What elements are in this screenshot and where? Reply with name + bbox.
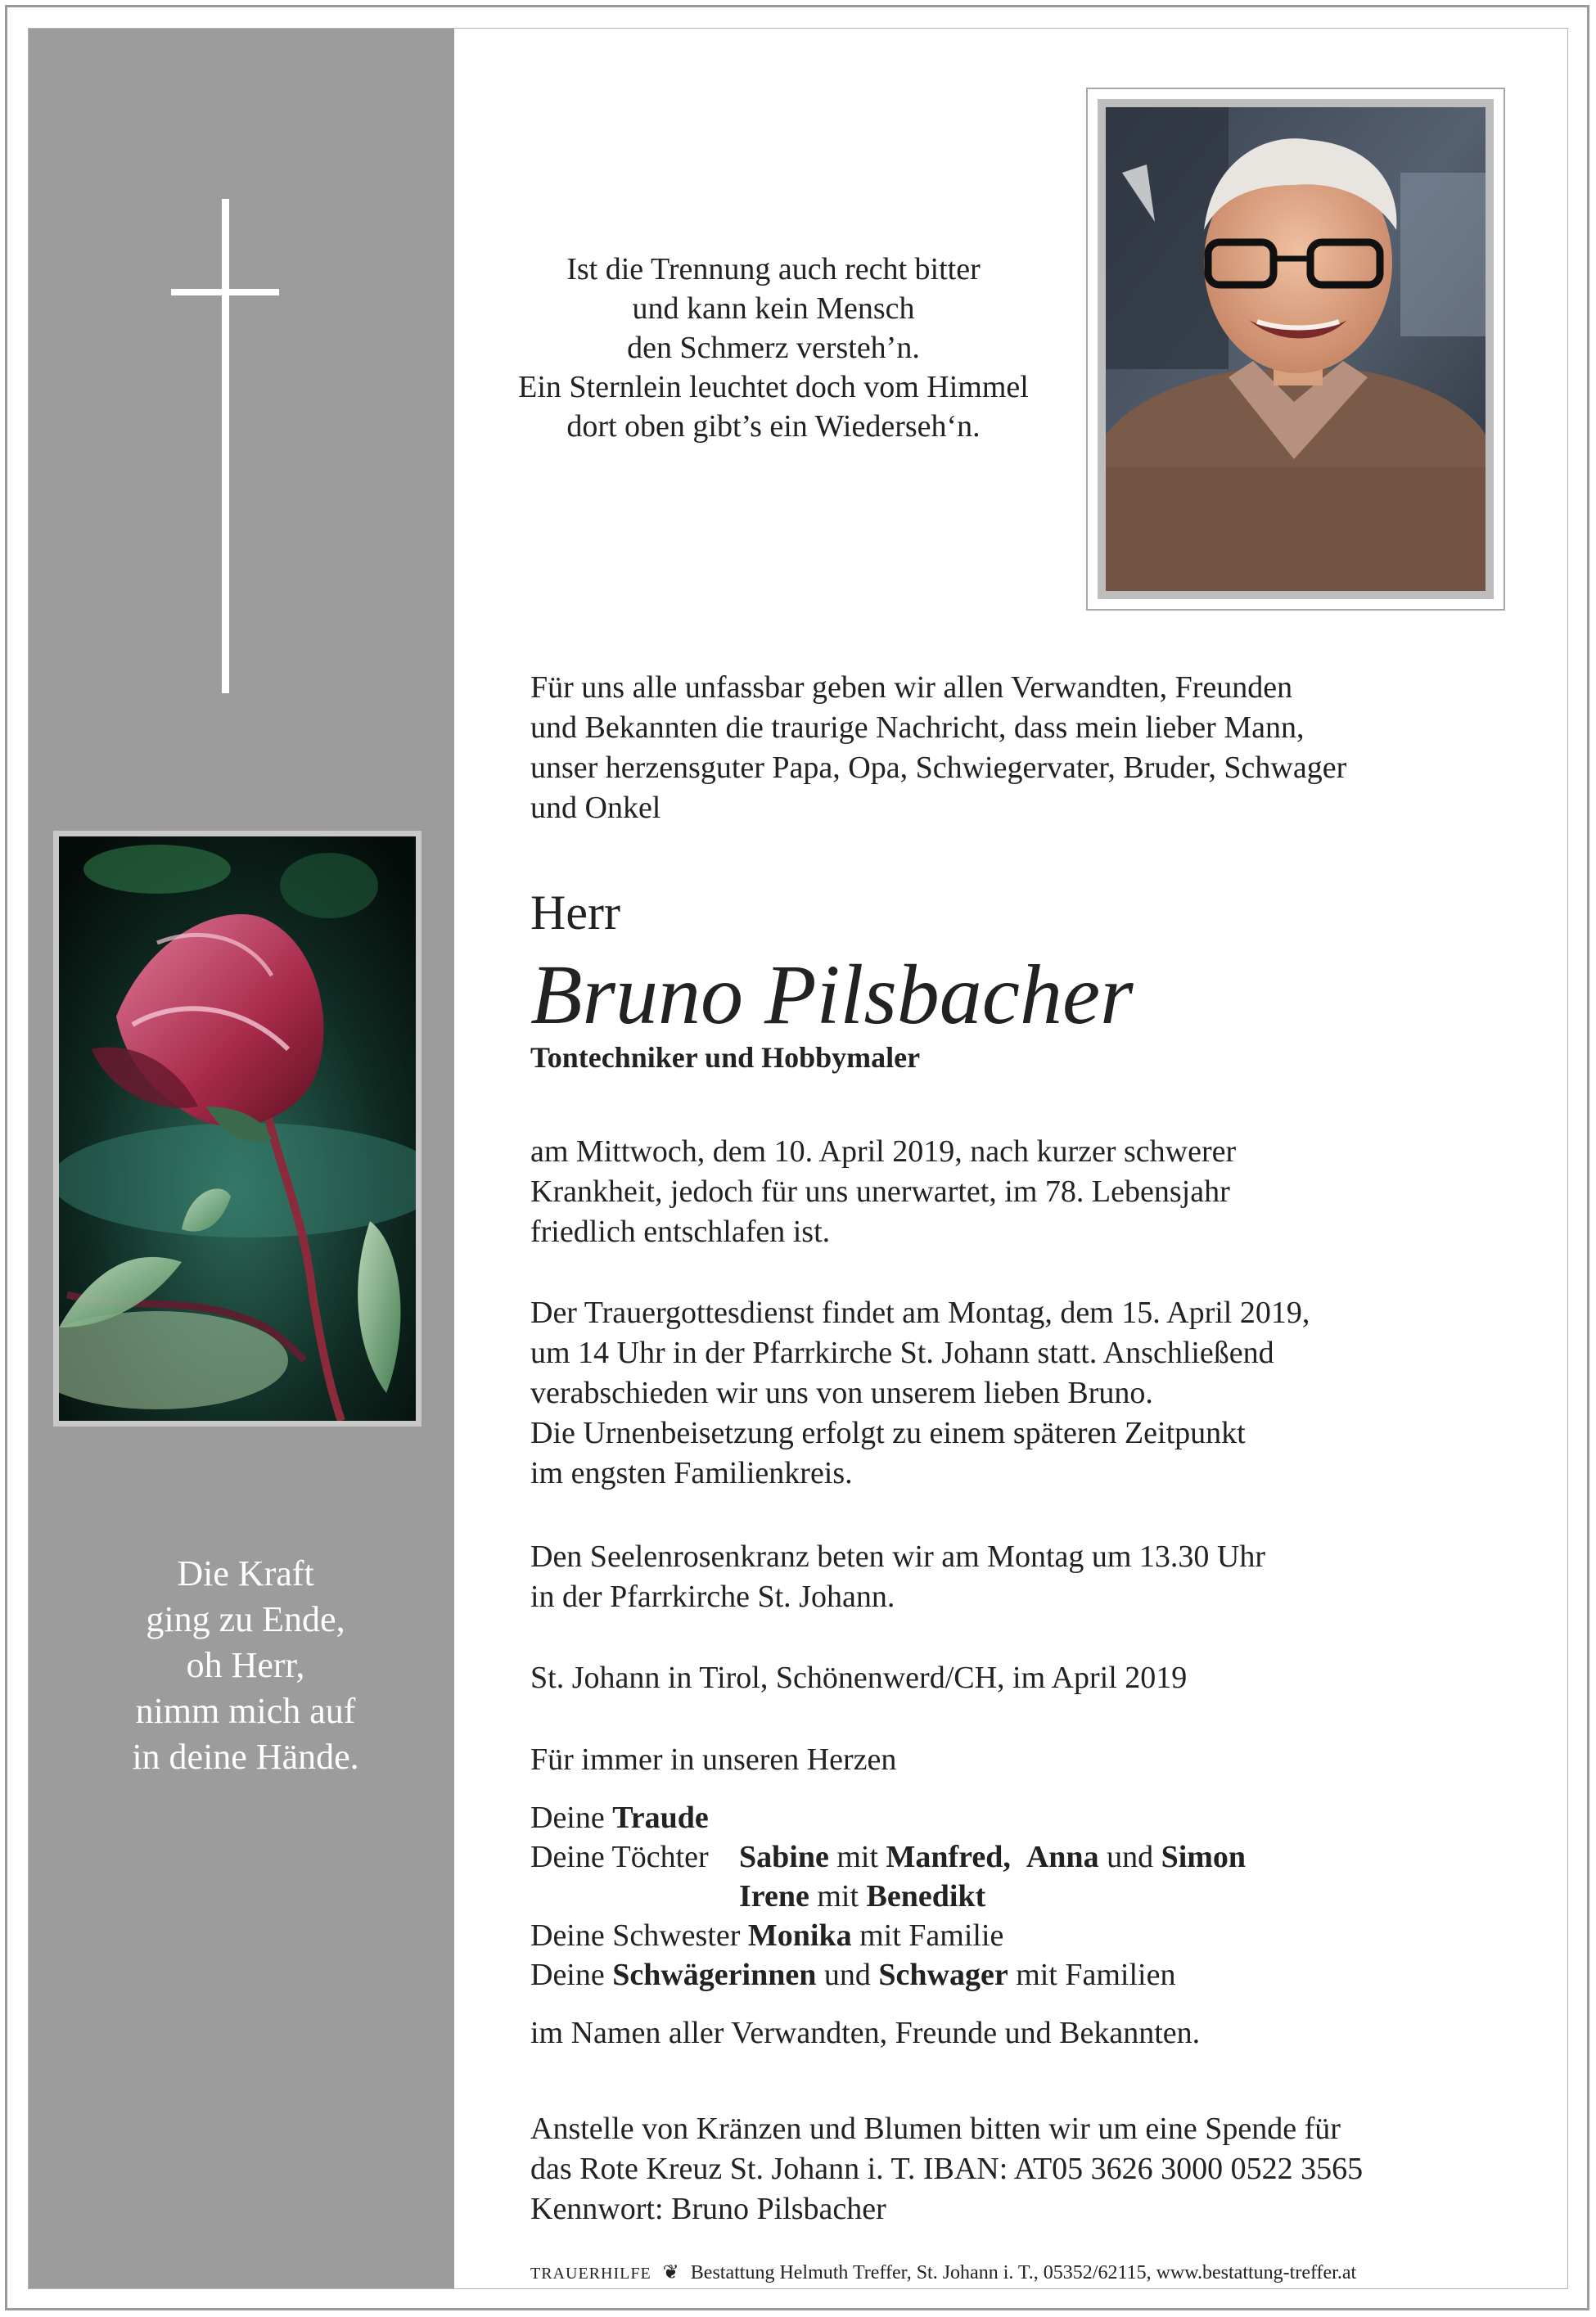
poem-line: und kann kein Mensch xyxy=(632,291,915,326)
poem-line: dort oben gibt’s ein Wiederseh‘n. xyxy=(566,409,981,444)
footer-brand: TRAUERHILFE xyxy=(530,2265,651,2283)
mourner-name: Schwägerinnen xyxy=(612,1958,817,1992)
mourner-prefix: Deine xyxy=(530,1801,605,1835)
text-line: Die Urnenbeisetzung erfolgt zu einem späteren Zeitpunkt xyxy=(530,1416,1246,1450)
mourner-connector: mit xyxy=(817,1879,859,1914)
mourner-name: Manfred, xyxy=(886,1840,1011,1874)
text-line: im engsten Familienkreis. xyxy=(530,1456,853,1490)
rose-image xyxy=(53,831,422,1427)
text-line: am Mittwoch, dem 10. April 2019, nach kurzer schwerer xyxy=(530,1134,1237,1169)
text-line: das Rote Kreuz St. Johann i. T. IBAN: AT05 3626 3000 0522 3565 xyxy=(530,2152,1364,2186)
mourners-list xyxy=(530,1798,1247,1995)
mourner-name: Benedikt xyxy=(866,1879,986,1914)
funeral-service-info xyxy=(530,1293,1521,1494)
rosary-info xyxy=(530,1537,1521,1617)
poem-line: Ist die Trennung auch recht bitter xyxy=(566,252,981,286)
mourner-name: Irene xyxy=(739,1879,809,1914)
text-line: verabschieden wir uns von unserem lieben Bruno. xyxy=(530,1376,1153,1410)
mourner-connector: und xyxy=(1107,1840,1154,1874)
text-line: Für uns alle unfassbar geben wir allen Verwandten, Freunden xyxy=(530,670,1293,705)
portrait-mat xyxy=(1098,99,1494,599)
poem-line: den Schmerz versteh’n. xyxy=(627,331,920,365)
side-quote-line: oh Herr, xyxy=(186,1645,305,1685)
mourner-connector: mit xyxy=(836,1840,879,1874)
donation-request xyxy=(530,2109,1521,2229)
text-line: in der Pfarrkirche St. Johann. xyxy=(530,1580,895,1614)
mourner-connector: und xyxy=(823,1958,871,1992)
cross-icon-bar xyxy=(171,289,279,295)
text-line: und Bekannten die traurige Nachricht, dass mein lieber Mann, xyxy=(530,710,1305,745)
text-line: unser herzensguter Papa, Opa, Schwiegervater, Bruder, Schwager xyxy=(530,751,1347,785)
text-line: und Onkel xyxy=(530,791,661,825)
mourner-suffix: mit Familien xyxy=(1016,1958,1176,1992)
text-line: Krankheit, jedoch für uns unerwartet, im 78. Lebensjahr xyxy=(530,1174,1230,1209)
daughter-irene xyxy=(739,1877,985,1916)
poem-line: Ein Sternlein leuchtet doch vom Himmel xyxy=(518,370,1029,404)
side-quote-line: nimm mich auf xyxy=(135,1691,356,1731)
mourner-prefix: Deine xyxy=(530,1958,605,1992)
deceased-title: Herr xyxy=(530,886,620,940)
mourner-prefix: Deine Schwester xyxy=(530,1918,741,1953)
mourner-row-sister xyxy=(530,1916,1175,1955)
daughters-names xyxy=(739,1837,1246,1877)
death-notice xyxy=(530,1132,1521,1252)
side-quote xyxy=(57,1551,434,1780)
portrait-photo xyxy=(1086,88,1505,611)
top-poem xyxy=(467,250,1080,446)
text-line: Der Trauergottesdienst findet am Montag, dem 15. April 2019, xyxy=(530,1296,1310,1330)
text-line: Kennwort: Bruno Pilsbacher xyxy=(530,2192,886,2226)
mourner-prefix: Deine Töchter xyxy=(530,1840,709,1874)
side-quote-line: Die Kraft xyxy=(177,1553,314,1594)
mourner-row-wife xyxy=(530,1798,1175,1837)
mourner-row-daughters xyxy=(530,1837,1247,1877)
mourner-row-daughter-irene xyxy=(530,1877,1175,1916)
cross-icon xyxy=(222,199,229,693)
mourner-name: Schwager xyxy=(878,1958,1008,1992)
mourner-name: Monika xyxy=(747,1918,852,1953)
forever-line: Für immer in unseren Herzen xyxy=(530,1742,897,1777)
intro-paragraph xyxy=(530,668,1521,828)
side-quote-line: in deine Hände. xyxy=(132,1737,359,1777)
deceased-name: Bruno Pilsbacher xyxy=(530,948,1134,1042)
place-date: St. Johann in Tirol, Schönenwerd/CH, im April 2019 xyxy=(530,1661,1188,1695)
side-quote-line: ging zu Ende, xyxy=(146,1599,345,1639)
deceased-profession: Tontechniker und Hobbymaler xyxy=(530,1041,921,1074)
text-line: friedlich entschlafen ist. xyxy=(530,1215,831,1249)
leaf-icon: ❦ xyxy=(662,2262,679,2283)
text-line: Den Seelenrosenkranz beten wir am Montag um 13.30 Uhr xyxy=(530,1539,1266,1574)
mourner-row-inlaws xyxy=(530,1955,1175,1995)
mourner-name: Anna xyxy=(1026,1840,1099,1874)
mourner-name: Sabine xyxy=(739,1840,829,1874)
footer xyxy=(530,2261,1356,2286)
on-behalf-line: im Namen aller Verwandten, Freunde und Bekannten. xyxy=(530,2016,1201,2050)
text-line: um 14 Uhr in der Pfarrkirche St. Johann statt. Anschließend xyxy=(530,1336,1274,1370)
footer-text: Bestattung Helmuth Treffer, St. Johann i. T., 05352/62115, www.bestattung-treffer.at xyxy=(690,2262,1357,2283)
mourner-suffix: mit Familie xyxy=(859,1918,1004,1953)
mourner-name: Simon xyxy=(1161,1840,1247,1874)
text-line: Anstelle von Kränzen und Blumen bitten wir um eine Spende für xyxy=(530,2112,1341,2146)
mourner-name: Traude xyxy=(612,1801,709,1835)
